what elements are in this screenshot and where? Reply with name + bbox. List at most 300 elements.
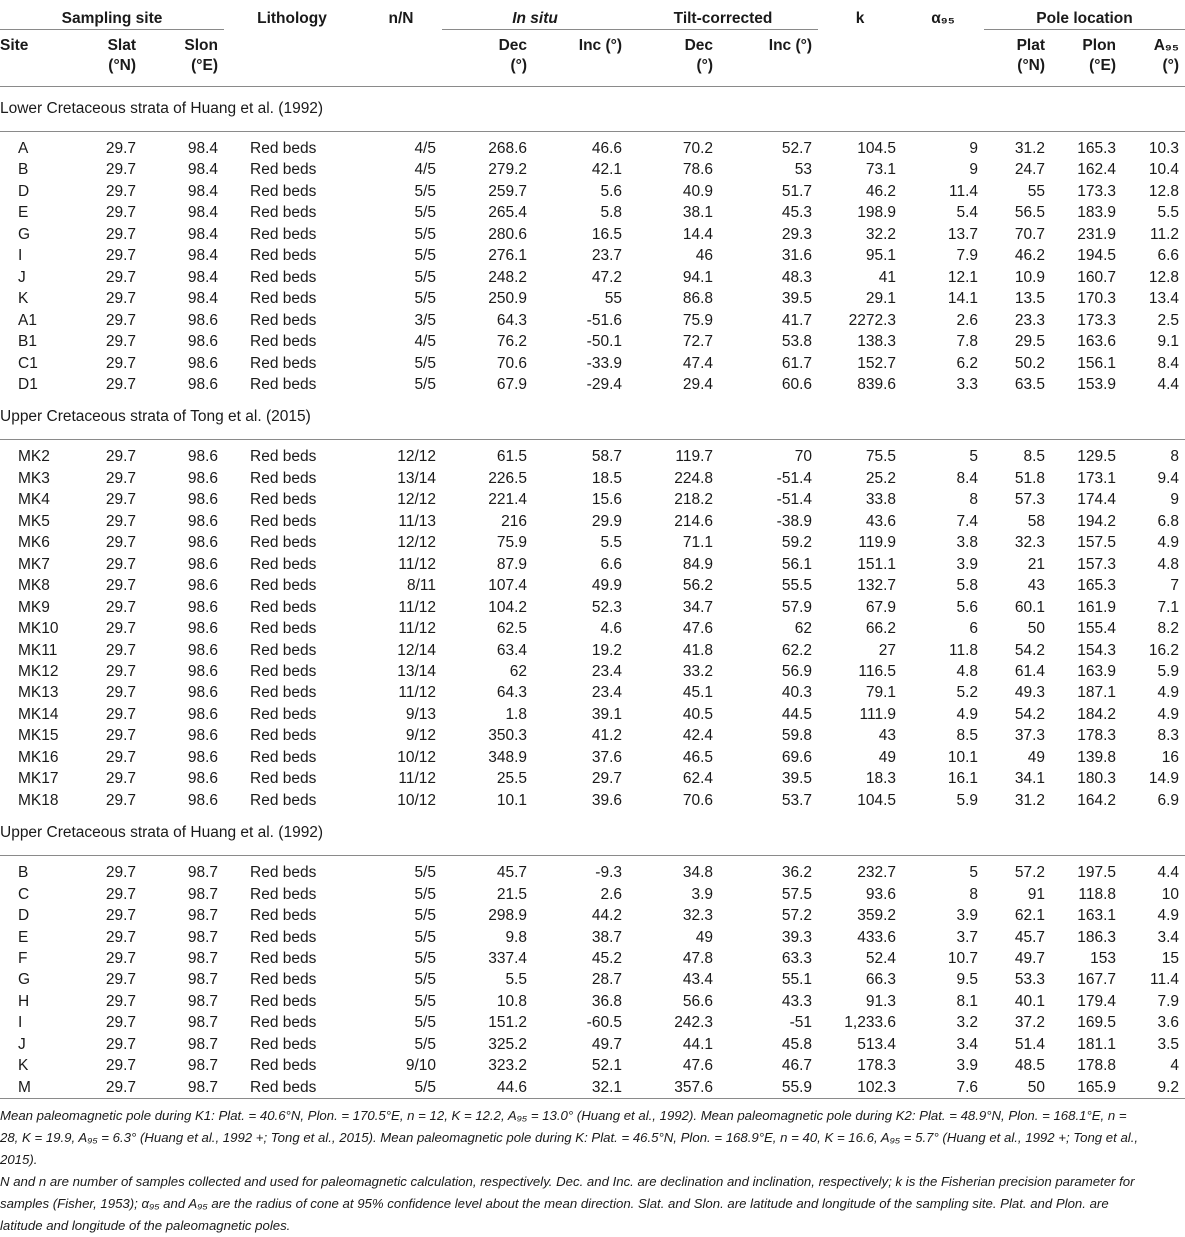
table-cell: 513.4: [857, 1035, 897, 1053]
table-cell: 8: [1170, 448, 1180, 466]
table-cell: 161.9: [1077, 598, 1117, 616]
table-cell: 10.9: [1014, 268, 1046, 286]
table-cell: 4.9: [1157, 534, 1180, 552]
table-cell: 10/12: [397, 791, 436, 809]
table-cell: 29.7: [105, 247, 136, 265]
table-cell: A: [18, 140, 29, 157]
table-cell: 70.7: [1014, 225, 1046, 243]
table-cell: 47.4: [682, 354, 714, 372]
table-row: [0, 661, 1185, 682]
table-cell: 11.4: [948, 182, 979, 200]
table-cell: 64.3: [496, 311, 527, 329]
note-mean-poles: Mean paleomagnetic pole during K1: Plat. = 40.6°N, Plon. = 170.5°E, n = 12, K = 12.2, A₉₅ = 13.0° (Huang et al., 1992). Mean paleomagnetic pole during K2: Plat. = 48.9°N, Plon. = 168.1°E, n = 28, K = 19.9, A₉₅ = 6.3° (Huang et al., 1992 +; Tong et al., 2015). Mean paleomagnetic pole during K: Plat. = 46.5°N, Plon. = 168.9°E, n = 40, K = 16.6, A₉₅ = 5.7° (Huang et al., 1992 +; Tong et al., 2015).: [0, 1108, 1139, 1168]
table-cell: 7.1: [1157, 598, 1180, 616]
table-cell: Red beds: [250, 448, 317, 466]
table-cell: 10.7: [947, 949, 979, 967]
table-cell: 19.2: [591, 641, 623, 659]
table-row: [0, 640, 1185, 661]
table-cell: 132.7: [857, 577, 897, 595]
table-cell: -29.4: [586, 375, 623, 393]
table-cell: 47.6: [682, 620, 714, 638]
table-cell: Red beds: [250, 748, 317, 766]
table-cell: 43.4: [682, 971, 714, 989]
table-cell: 156.1: [1077, 354, 1117, 372]
header-nN: n/N: [388, 10, 414, 28]
table-cell: 49: [1027, 748, 1046, 766]
table-cell: 29.7: [105, 907, 136, 925]
table-cell: 4/5: [414, 333, 436, 351]
header-slat: Slat: [107, 37, 136, 54]
table-cell: G: [18, 225, 31, 243]
table-cell: Red beds: [250, 375, 317, 393]
table-row: [0, 374, 1185, 395]
table-cell: 40.3: [781, 684, 813, 702]
table-cell: 5/5: [414, 885, 436, 903]
table-cell: -50.1: [586, 333, 623, 351]
table-cell: -60.5: [586, 1014, 623, 1032]
table-cell: 163.1: [1077, 907, 1117, 925]
table-cell: 91.3: [865, 992, 897, 1010]
table-cell: 29.7: [105, 992, 136, 1010]
table-cell: 58.7: [591, 448, 623, 466]
table-cell: 5/5: [414, 247, 436, 265]
table-cell: 29.1: [865, 290, 897, 308]
table-cell: 29.7: [105, 1014, 136, 1032]
table-cell: 178.3: [857, 1057, 897, 1075]
table-cell: 29.7: [105, 949, 136, 967]
table-cell: 2.6: [600, 885, 623, 903]
table-cell: 49.7: [591, 1035, 623, 1053]
table-cell: 98.7: [187, 992, 218, 1010]
table-cell: 36.2: [781, 864, 813, 882]
table-cell: 40.5: [682, 705, 714, 723]
table-cell: 4.9: [1157, 907, 1180, 925]
table-cell: 53.8: [781, 333, 813, 351]
table-cell: 55.9: [719, 1077, 818, 1099]
table-cell: 231.9: [1077, 225, 1117, 243]
table-cell: 183.9: [1077, 204, 1117, 222]
table-cell: 1.8: [505, 705, 527, 723]
table-cell: 56.9: [781, 662, 813, 680]
table-cell: 9/10: [405, 1057, 436, 1075]
table-cell: 29.7: [105, 662, 136, 680]
table-cell: 323.2: [488, 1057, 527, 1075]
table-cell: 173.3: [1077, 311, 1117, 329]
table-cell: 23.7: [591, 247, 623, 265]
table-cell: 10.3: [1148, 140, 1180, 157]
header-dec-tilt-unit: (°): [628, 56, 719, 87]
table-cell: 8.1: [956, 992, 979, 1010]
table-cell: 169.5: [1077, 1014, 1117, 1032]
table-cell: 216: [501, 512, 527, 530]
table-cell: 5: [969, 448, 979, 466]
table-row: [0, 159, 1185, 180]
table-row: [0, 725, 1185, 746]
table-cell: 5/5: [414, 907, 436, 925]
header-inc-tilt: Inc (°): [768, 37, 813, 54]
table-cell: 6.6: [600, 555, 623, 573]
table-cell: 98.6: [187, 748, 218, 766]
table-cell: 98.4: [187, 247, 218, 265]
table-cell: MK13: [18, 684, 59, 702]
table-cell: 9.2: [1122, 1077, 1185, 1099]
table-cell: -33.9: [586, 354, 623, 372]
table-cell: 4.8: [956, 662, 979, 680]
table-cell: Red beds: [250, 705, 317, 723]
table-cell: 33.8: [865, 491, 897, 509]
table-cell: 9.1: [1157, 333, 1180, 351]
table-cell: 151.2: [488, 1014, 527, 1032]
table-cell: 57.3: [1014, 491, 1046, 509]
table-notes: [0, 1099, 1140, 1237]
table-cell: 52.4: [865, 949, 897, 967]
table-cell: 25.5: [496, 770, 527, 788]
table-cell: 49.7: [1014, 949, 1046, 967]
table-cell: 5.5: [600, 534, 623, 552]
table-cell: 5.2: [956, 684, 979, 702]
table-cell: 10.8: [496, 992, 527, 1010]
table-cell: 325.2: [488, 1035, 527, 1053]
table-cell: 36.8: [591, 992, 623, 1010]
table-cell: 198.9: [857, 204, 897, 222]
table-cell: 98.6: [187, 684, 218, 702]
table-cell: 184.2: [1077, 705, 1117, 723]
table-cell: 50: [1027, 620, 1046, 638]
table-row: [0, 181, 1185, 202]
table-cell: Red beds: [250, 885, 317, 903]
table-cell: 4.9: [1157, 705, 1180, 723]
table-cell: B1: [18, 333, 37, 351]
table-cell: 98.6: [187, 333, 218, 351]
table-cell: 4.4: [1157, 375, 1180, 393]
table-cell: 63.5: [1014, 375, 1046, 393]
header-dec: Dec: [498, 37, 527, 54]
table-cell: Red beds: [250, 971, 317, 989]
table-cell: 98.4: [187, 140, 218, 157]
table-cell: 61.4: [1014, 662, 1046, 680]
header-in-situ: In situ: [442, 0, 628, 30]
table-cell: 40.9: [682, 182, 714, 200]
table-cell: 55: [604, 290, 623, 308]
table-cell: 55: [1027, 182, 1046, 200]
table-cell: 32.1: [533, 1077, 628, 1099]
table-cell: 29.7: [105, 727, 136, 745]
table-cell: E: [18, 204, 29, 222]
table-cell: 53.3: [1014, 971, 1046, 989]
table-cell: 3.9: [691, 885, 714, 903]
table-cell: 16.5: [591, 225, 623, 243]
table-cell: 2.5: [1157, 311, 1180, 329]
table-cell: MK9: [18, 598, 50, 616]
table-cell: 4.9: [956, 705, 979, 723]
table-cell: 8: [969, 885, 979, 903]
table-row: [0, 353, 1185, 374]
table-cell: 98.6: [187, 375, 218, 393]
table-cell: 45.8: [781, 1035, 813, 1053]
table-cell: 58: [1027, 512, 1046, 530]
table-cell: MK8: [18, 577, 50, 595]
table-cell: 79.1: [865, 684, 897, 702]
table-cell: 4: [1170, 1057, 1180, 1075]
table-cell: 98.7: [187, 864, 218, 882]
table-cell: 187.1: [1077, 684, 1117, 702]
table-cell: 5/5: [414, 375, 436, 393]
table-cell: 29.5: [1014, 333, 1046, 351]
table-cell: 98.6: [187, 662, 218, 680]
table-row: [0, 202, 1185, 223]
table-cell: MK6: [18, 534, 50, 552]
table-cell: 129.5: [1077, 448, 1117, 466]
table-cell: 23.4: [591, 684, 623, 702]
table-cell: 98.7: [187, 885, 218, 903]
table-cell: 98.6: [187, 311, 218, 329]
table-cell: 45.2: [591, 949, 623, 967]
table-cell: 3.8: [956, 534, 979, 552]
table-cell: 63.4: [496, 641, 527, 659]
table-row: [0, 747, 1185, 768]
table-cell: Red beds: [250, 512, 317, 530]
table-cell: 45.7: [496, 864, 527, 882]
table-cell: 55.1: [781, 971, 813, 989]
table-cell: 34.8: [682, 864, 714, 882]
table-cell: 5/5: [414, 268, 436, 286]
table-cell: Red beds: [250, 534, 317, 552]
table-cell: 39.5: [781, 770, 813, 788]
table-cell: 5.6: [600, 182, 623, 200]
table-cell: 162.4: [1077, 161, 1117, 179]
table-cell: 98.7: [187, 907, 218, 925]
table-cell: 37.3: [1014, 727, 1046, 745]
table-cell: 12.8: [1148, 268, 1180, 286]
table-cell: 224.8: [674, 469, 714, 487]
table-cell: 60.1: [1014, 598, 1046, 616]
table-cell: 155.4: [1077, 620, 1117, 638]
table-cell: 14.9: [1148, 770, 1180, 788]
table-cell: 5/5: [414, 290, 436, 308]
table-cell: 5/5: [414, 992, 436, 1010]
table-cell: 29.7: [105, 620, 136, 638]
table-cell: 53: [794, 161, 813, 179]
table-cell: 48.5: [1014, 1057, 1046, 1075]
table-cell: 98.7: [187, 928, 218, 946]
table-row: [0, 1055, 1185, 1076]
table-cell: 107.4: [488, 577, 527, 595]
table-cell: 55.5: [781, 577, 813, 595]
table-cell: 98.6: [187, 512, 218, 530]
table-cell: 3.9: [956, 1057, 979, 1075]
table-cell: Red beds: [250, 555, 317, 573]
table-cell: 5.8: [956, 577, 979, 595]
table-cell: 11/12: [398, 684, 436, 702]
table-cell: 29.7: [105, 311, 136, 329]
table-row: [0, 575, 1185, 596]
table-cell: 54.2: [1014, 641, 1046, 659]
table-cell: 12/12: [397, 448, 436, 466]
table-cell: D1: [18, 375, 38, 393]
header-plat-unit: (°N): [984, 56, 1051, 87]
table-cell: 75.9: [682, 311, 714, 329]
table-cell: 5.8: [600, 204, 623, 222]
header-dec-unit: (°): [442, 56, 533, 87]
table-cell: 37.2: [1014, 1014, 1046, 1032]
header-k: k: [855, 10, 865, 28]
table-cell: 104.2: [488, 598, 527, 616]
table-cell: 98.7: [142, 1077, 224, 1099]
header-site: Site: [0, 37, 29, 54]
header-slat-unit: (°N): [62, 56, 142, 87]
table-cell: Red beds: [250, 727, 317, 745]
table-cell: 51.4: [1014, 1035, 1046, 1053]
table-cell: 180.3: [1077, 770, 1117, 788]
table-cell: 152.7: [857, 354, 897, 372]
table-cell: 56.1: [781, 555, 813, 573]
table-cell: 25.2: [865, 469, 897, 487]
table-cell: 5.5: [1157, 204, 1180, 222]
table-cell: 5.5: [505, 971, 527, 989]
table-cell: 29.7: [62, 1077, 142, 1099]
table-cell: 12/12: [397, 491, 436, 509]
table-cell: 1,233.6: [844, 1014, 897, 1032]
table-cell: 139.8: [1077, 748, 1117, 766]
section-title: Upper Cretaceous strata of Tong et al. (2015): [0, 395, 1185, 440]
table-cell: Red beds: [250, 268, 317, 286]
table-cell: H: [18, 992, 30, 1010]
table-cell: 16.2: [1148, 641, 1180, 659]
note-definitions: N and n are number of samples collected and used for paleomagnetic calculation, respectively. Dec. and Inc. are declination and inclination, respectively; k is the Fisherian precision parameter for samples (Fisher, 1953); α₉₅ and A₉₅ are the radius of cone at 95% confidence level about the mean direction. Slat. and Slon. are latitude and longitude of the sampling site. Plat. and Plon. are latitude and longitude of the paleomagnetic poles.: [0, 1174, 1135, 1234]
table-cell: 62.2: [781, 641, 813, 659]
table-cell: 70: [794, 448, 813, 466]
table-cell: 5/5: [414, 971, 436, 989]
table-cell: 165.3: [1077, 140, 1117, 157]
table-row: [0, 704, 1185, 725]
table-cell: 57.2: [1014, 864, 1046, 882]
table-cell: 87.9: [496, 555, 527, 573]
table-cell: Red beds: [250, 1057, 317, 1075]
table-cell: MK2: [18, 448, 50, 466]
table-cell: MK12: [18, 662, 59, 680]
table-cell: 9.4: [1157, 469, 1180, 487]
table-cell: 48.3: [781, 268, 813, 286]
table-cell: 50: [984, 1077, 1051, 1099]
table-cell: 3.7: [956, 928, 979, 946]
table-cell: Red beds: [250, 290, 317, 308]
table-cell: 157.3: [1077, 555, 1117, 573]
table-cell: 32.3: [682, 907, 714, 925]
table-cell: 71.1: [682, 534, 714, 552]
table-cell: 23.4: [591, 662, 623, 680]
table-row: [0, 532, 1185, 553]
table-cell: 50.2: [1014, 354, 1046, 372]
table-cell: 6.8: [1157, 512, 1180, 530]
table-cell: 11/13: [398, 512, 436, 530]
table-cell: 31.2: [1014, 140, 1046, 157]
table-cell: 61.5: [496, 448, 527, 466]
table-cell: 268.6: [488, 140, 527, 157]
section-heading: [0, 87, 1185, 132]
table-cell: 98.6: [187, 534, 218, 552]
table-cell: 8.4: [1157, 354, 1180, 372]
table-cell: 4.8: [1157, 555, 1180, 573]
table-cell: 167.7: [1077, 971, 1117, 989]
table-cell: 46.7: [781, 1057, 813, 1075]
table-cell: 29.7: [105, 534, 136, 552]
table-cell: MK15: [18, 727, 59, 745]
table-cell: 43: [878, 727, 897, 745]
table-row: [0, 132, 1185, 160]
table-row: [0, 790, 1185, 811]
table-cell: 56.6: [682, 992, 714, 1010]
table-cell: 5.4: [956, 204, 979, 222]
table-cell: Red beds: [224, 1077, 360, 1099]
table-cell: 214.6: [674, 512, 714, 530]
table-cell: 45.7: [1014, 928, 1046, 946]
table-cell: 104.5: [857, 791, 897, 809]
section-heading: [0, 811, 1185, 856]
table-cell: 12/14: [397, 641, 436, 659]
table-cell: 4.4: [1157, 864, 1180, 882]
table-cell: MK5: [18, 512, 50, 530]
table-cell: MK11: [18, 641, 58, 659]
table-row: [0, 597, 1185, 618]
table-cell: 29.7: [105, 1035, 136, 1053]
table-cell: 232.7: [857, 864, 897, 882]
table-cell: Red beds: [250, 491, 317, 509]
table-cell: 59.8: [781, 727, 813, 745]
table-cell: 98.6: [187, 448, 218, 466]
table-cell: 98.6: [187, 791, 218, 809]
table-cell: 98.7: [187, 949, 218, 967]
table-cell: 46.6: [591, 140, 623, 157]
table-cell: 9.8: [505, 928, 527, 946]
table-cell: 62.4: [682, 770, 714, 788]
table-cell: 29.7: [105, 684, 136, 702]
table-cell: 3.3: [956, 375, 979, 393]
table-cell: 57.5: [781, 885, 813, 903]
table-cell: 67.9: [865, 598, 897, 616]
table-cell: 298.9: [488, 907, 527, 925]
table-cell: 56.2: [682, 577, 714, 595]
table-cell: 194.2: [1077, 512, 1117, 530]
table-cell: 13/14: [397, 662, 436, 680]
table-cell: 29.7: [105, 448, 136, 466]
table-cell: 8/11: [406, 577, 436, 595]
table-cell: 43.3: [781, 992, 813, 1010]
table-cell: 98.6: [187, 491, 218, 509]
table-cell: 51.7: [781, 182, 813, 200]
table-cell: 11/12: [398, 620, 436, 638]
table-cell: 39.1: [591, 705, 623, 723]
table-cell: 28.7: [591, 971, 623, 989]
table-cell: 29.7: [105, 268, 136, 286]
table-cell: 5/5: [414, 949, 436, 967]
section-title: Lower Cretaceous strata of Huang et al. (1992): [0, 87, 1185, 132]
table-cell: 14.4: [682, 225, 714, 243]
table-cell: 29.7: [105, 469, 136, 487]
table-cell: 151.1: [857, 555, 897, 573]
table-cell: 197.5: [1077, 864, 1117, 882]
table-cell: 4/5: [414, 161, 436, 179]
table-cell: 118.8: [1078, 885, 1117, 903]
table-cell: 69.6: [781, 748, 813, 766]
table-cell: K: [18, 1057, 29, 1075]
table-cell: 5.6: [956, 598, 979, 616]
table-cell: 41: [878, 268, 897, 286]
table-cell: 29.7: [105, 641, 136, 659]
table-cell: 10.1: [947, 748, 979, 766]
table-cell: 29.7: [105, 225, 136, 243]
table-cell: 12/12: [397, 534, 436, 552]
table-cell: 62: [509, 662, 527, 680]
